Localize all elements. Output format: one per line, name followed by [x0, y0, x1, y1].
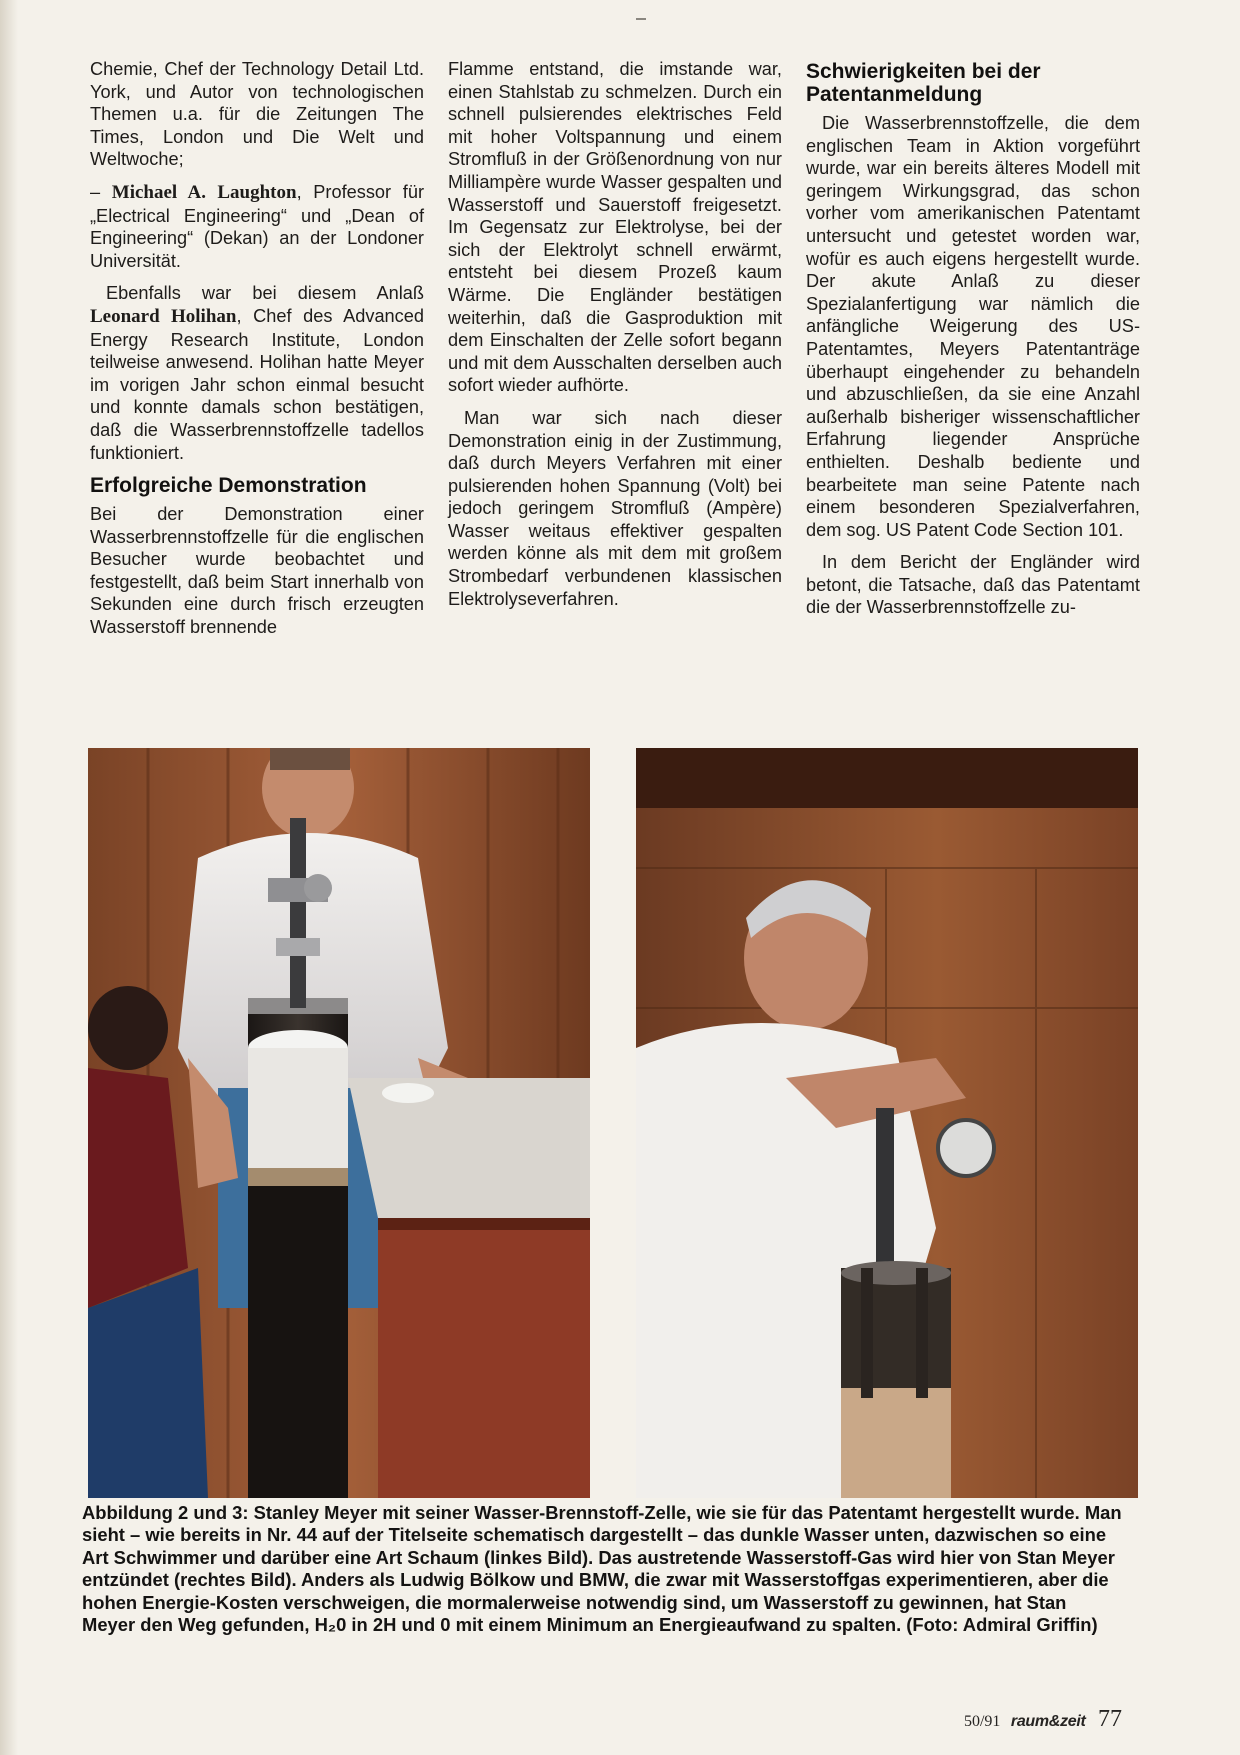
page-gutter-shadow [0, 0, 18, 1755]
photo-illustration [636, 748, 1138, 1498]
paragraph: Chemie, Chef der Technology Detail Ltd. York, und Autor von technologischen Themen u.a. für die Zeitungen The Times, London und Die Welt und Weltwoche; [90, 59, 424, 170]
dash: – [90, 181, 112, 202]
text-column-3 [806, 58, 1140, 629]
figure-caption: Abbildung 2 und 3: Stanley Meyer mit seiner Wasser-Brennstoff-Zelle, wie sie für das Patentamt hergestellt wurde. Man sieht – wie bereits in Nr. 44 auf der Titelseite schematisch dargestellt – das dunkle Wasser unten, dazwischen so eine Art Schwimmer und darüber eine Art Schaum (linkes Bild). Das austretende Wasserstoff-Gas wird hier von Stan Meyer entzündet (rechtes Bild). Anders als Ludwig Bölkow und BMW, die zwar mit Wasserstoffgas experimentieren, aber die hohen Energie-Kosten verschweigen, die mormalerweise notwendig sind, um Wasserstoff zu gewinnen, hat Stan Meyer den Weg gefunden, H₂0 in 2H und 0 mit einem Minimum an Energieaufwand zu spalten. (Foto: Admiral Griffin) [82, 1502, 1122, 1636]
paragraph-holihan [90, 282, 424, 464]
page-number: 77 [1098, 1706, 1122, 1732]
photo-meyer-igniting-gas [636, 748, 1138, 1498]
section-heading: Schwierigkeiten bei der Patentanmeldung [806, 60, 1041, 106]
person-name: Michael A. Laughton [111, 181, 297, 203]
paragraph-laughton [90, 181, 424, 272]
paragraph-text: Ebenfalls war bei diesem Anlaß [106, 283, 424, 304]
print-mark [636, 18, 646, 20]
photo-water-fuel-cell-foam [88, 748, 590, 1498]
photo-illustration [88, 748, 590, 1498]
paragraph: In dem Bericht der Engländer wird betont, die Tatsache, daß das Patentamt die der Wasserbrennstoffzelle zu- [806, 552, 1140, 618]
text-column-1 [90, 58, 424, 649]
page-footer [964, 1706, 1122, 1733]
paragraph: Man war sich nach dieser Demonstration einig in der Zustimmung, daß durch Meyers Verfahren mit einer pulsierenden hohen Spannung (Volt) bei jedoch geringem Stromfluß (Ampère) Wasser weitaus effektiver gespalten werden könne als mit dem mit großem Strombedarf verbundenen klassischen Elektrolyseverfahren. [448, 407, 782, 609]
issue-number: 50/91 [963, 1713, 1001, 1730]
paragraph-text: , Chef des Advanced Energy Research Institute, London teilweise anwesend. Holihan hatte Meyer im vorigen Jahr schon einmal besucht und konnte damals schon bestätigen, daß die Wasserbrennstoffzelle tadellos funktioniert. [90, 305, 424, 463]
text-column-2 [448, 58, 782, 620]
paragraph-text: , Professor für „Electrical Engineering“ und „Dean of Engineering“ (Dekan) an der Londoner Universität. [90, 181, 424, 271]
paragraph: Bei der Demonstration einer Wasserbrennstoffzelle für die englischen Besucher wurde beobachtet und festgestellt, daß beim Start innerhalb von Sekunden eine durch frisch erzeugten Wasserstoff brennende [90, 504, 424, 638]
paragraph: Flamme entstand, die imstande war, einen Stahlstab zu schmelzen. Durch ein schnell pulsierendes elektrisches Feld mit hoher Voltspannung und einem Stromfluß in der Größenordnung von nur Milliampère wurde Wasser gespalten und Wasserstoff und Sauerstoff freigesetzt. Im Gegensatz zur Elektrolyse, bei der sich der Elektrolyt schnell erwärmt, entsteht bei diesem Prozeß kaum Wärme. Die Engländer bestätigen weiterhin, daß die Gasproduktion mit dem Einschalten der Zelle sofort begann und mit dem Ausschalten derselben auch sofort wieder aufhörte. [448, 59, 782, 396]
section-heading: Erfolgreiche Demonstration [90, 474, 367, 498]
magazine-name: raum&zeit [1010, 1713, 1086, 1730]
paragraph: Die Wasserbrennstoffzelle, die dem englischen Team in Aktion vorgeführt wurde, war ein bereits älteres Modell mit geringem Wirkungsgrad, das schon vorher vom amerikanischen Patentamt untersucht und getestet worden war, wofür es auch eigens hergestellt wurde. Der akute Anlaß zu dieser Spezialanfertigung war nämlich die anfängliche Weigerung des US-Patentamtes, Meyers Patentanträge überhaupt eingehender zu behandeln und abzuschließen, da sie eine Anzahl außerhalb bisheriger wissenschaftlicher Erfahrung liegender Ansprüche enthielten. Deshalb bediente und bearbeitete man seine Patente nach einem besonderen Spezialverfahren, dem sog. US Patent Code Section 101. [806, 113, 1140, 540]
person-name: Leonard Holihan [90, 305, 237, 327]
